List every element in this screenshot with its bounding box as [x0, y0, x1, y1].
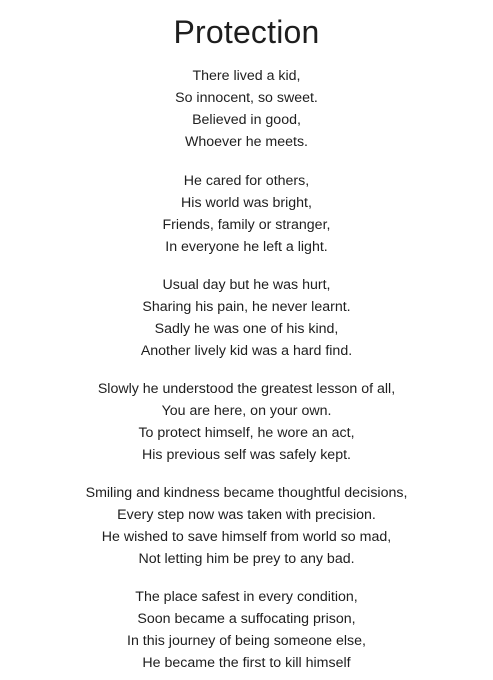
stanza-3: [0, 274, 493, 362]
poem-line: Sharing his pain, he never learnt.: [142, 299, 351, 315]
poem-line: Slowly he understood the greatest lesson of all,: [97, 381, 396, 397]
poem-line: In everyone he left a light.: [165, 239, 328, 255]
poem-line: Whoever he meets.: [184, 134, 308, 150]
stanza-2: [0, 170, 493, 258]
poem-line: Friends, family or stranger,: [162, 217, 331, 233]
poem-line: Every step now was taken with precision.: [117, 507, 376, 523]
poem-line: He cared for others,: [183, 173, 310, 189]
poem-line: Not letting him be prey to any bad.: [138, 551, 355, 567]
poem-line: He wished to save himself from world so mad,: [101, 529, 392, 545]
poem-line: To protect himself, he wore an act,: [138, 425, 355, 441]
stanza-4: [0, 378, 493, 466]
stanza-6: [0, 586, 493, 674]
poem-line: His world was bright,: [181, 195, 312, 211]
poem-line: His previous self was safely kept.: [142, 447, 351, 463]
poem-line: In this journey of being someone else,: [127, 633, 366, 649]
poem-line: So innocent, so sweet.: [175, 90, 318, 106]
poem-line: There lived a kid,: [192, 68, 301, 84]
poem-line: You are here, on your own.: [161, 403, 332, 419]
poem-line: Soon became a suffocating prison,: [137, 611, 356, 627]
poem-line: Another lively kid was a hard find.: [140, 343, 353, 359]
stanza-1: [0, 65, 493, 153]
poem-line: He became the first to kill himself: [142, 655, 351, 671]
stanza-5: [0, 482, 493, 570]
poem-line: Usual day but he was hurt,: [162, 277, 331, 293]
poem-line: Believed in good,: [192, 112, 301, 128]
poem-line: Smiling and kindness became thoughtful decisions,: [85, 485, 408, 501]
poem-line: Sadly he was one of his kind,: [154, 321, 339, 337]
poem-line: The place safest in every condition,: [135, 589, 358, 605]
poem-title: Protection: [173, 14, 320, 50]
